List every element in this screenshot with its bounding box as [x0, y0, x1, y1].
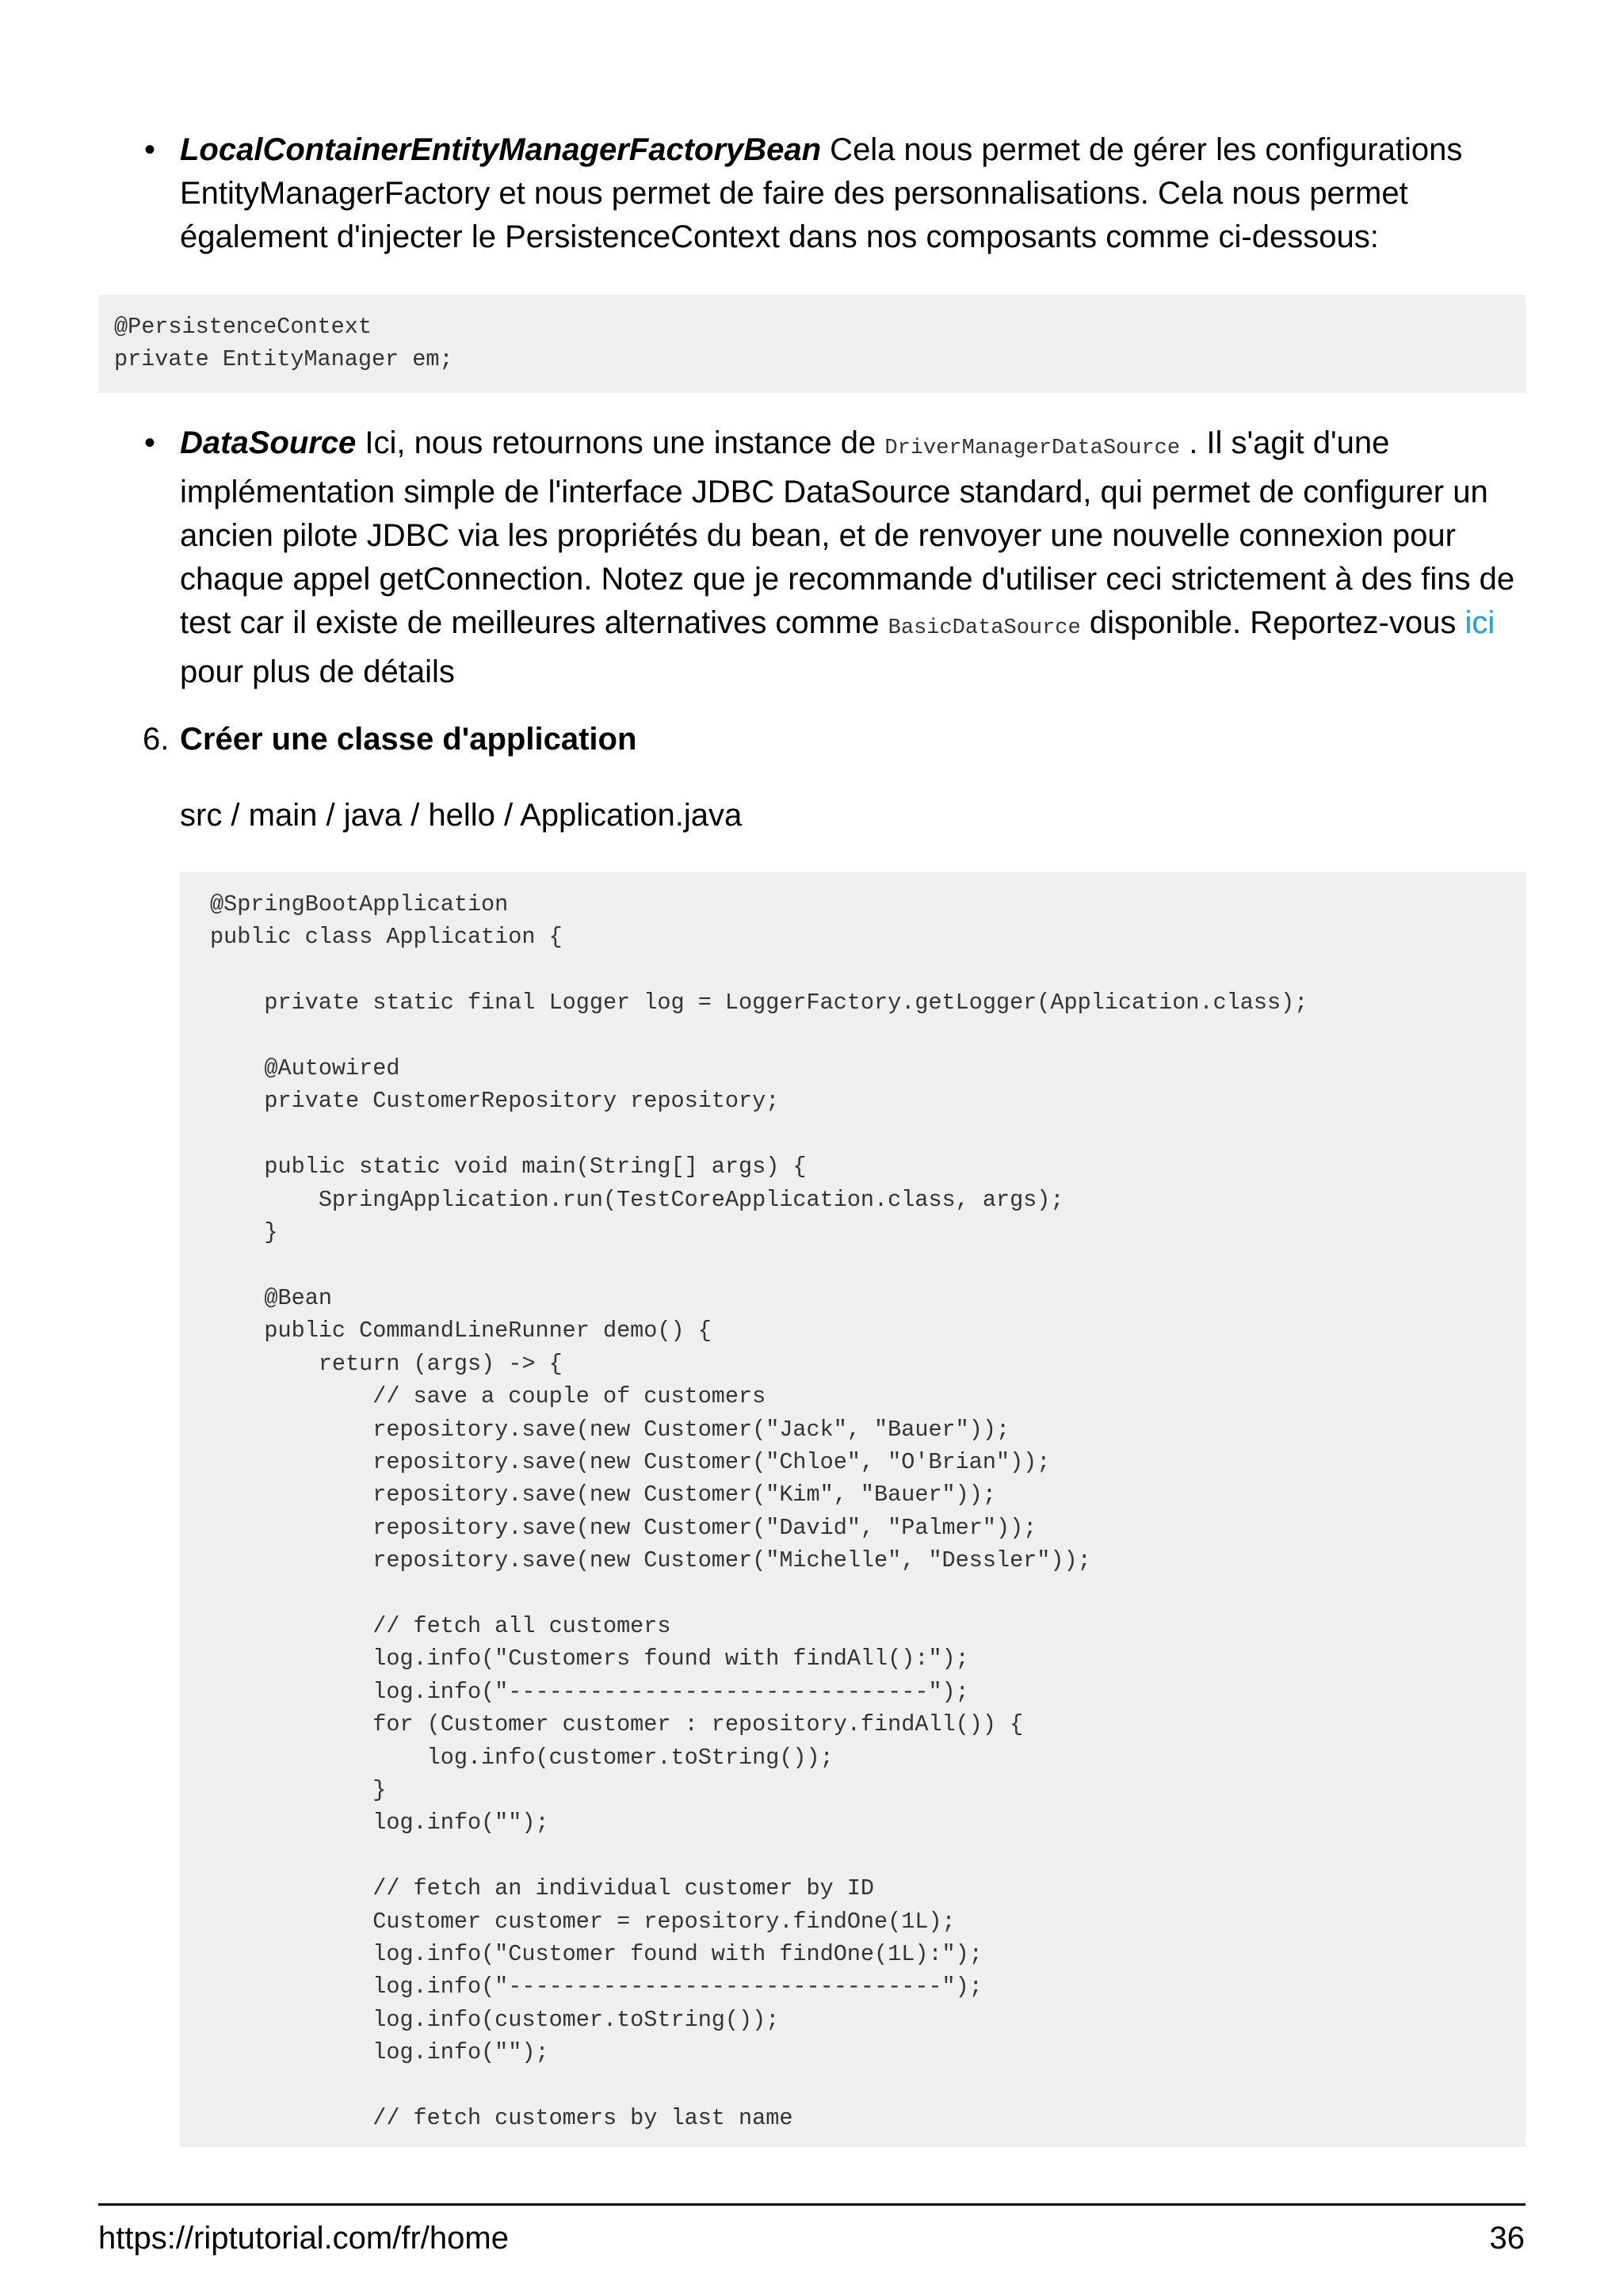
bullet-dot: • [144, 132, 156, 167]
code-block-persistence-context: @PersistenceContext private EntityManager em; [98, 295, 1526, 393]
file-path: src / main / java / hello / Application.java [180, 798, 743, 833]
bullet-datasource [144, 421, 1527, 694]
bullet-text: . Il s'agit d'une implémentation simple de l'interface JDBC DataSource standard, qui permet de configurer un ancien pilote JDBC via les propriétés du bean, et de renvoyer une nouvelle connexion pour chaque appel getConnection. Notez que je recommande d'utiliser ceci strictement à des fins de test car il existe de meilleures alternatives comme [180, 425, 1515, 640]
footer-divider [98, 2203, 1526, 2206]
details-link[interactable]: ici [1465, 605, 1495, 640]
page-number: 36 [1489, 2221, 1525, 2256]
footer-url: https://riptutorial.com/fr/home [98, 2221, 509, 2256]
bullet-term: LocalContainerEntityManagerFactoryBean [180, 132, 822, 167]
step-number: 6. [143, 722, 170, 757]
code-block-application: @SpringBootApplication public class Application { private static final Logger log = LoggerFactory.getLogger(Application.class); @Autowired private CustomerRepository repository; public static void main(String[] args) { SpringApplication.run(TestCoreApplication.class, args); } @Bean public CommandLineRunner demo() { return (args) -> { // save a couple of customers repository.save(new Customer("Jack", "Bauer")); repository.save(new Customer("Chloe", "O'Brian")); repository.save(new Customer("Kim", "Bauer")); repository.save(new Customer("David", "Palmer")); repository.save(new Customer("Michelle", "Dessler")); // fetch all customers log.info("Customers found with findAll():"); log.info("-------------------------------"); for (Customer customer : repository.findAll()) { log.info(customer.toString()); } log.info(""); // fetch an individual customer by ID Customer customer = repository.findOne(1L); log.info("Customer found with findOne(1L):"); log.info("--------------------------------"); log.info(customer.toString()); log.info(""); // fetch customers by last name [180, 872, 1526, 2147]
bullet-term: DataSource [180, 425, 357, 460]
bullet-text: disponible. Reportez-vous [1080, 605, 1465, 640]
inline-code: DriverManagerDataSource [884, 437, 1181, 460]
inline-code: BasicDataSource [888, 616, 1081, 640]
bullet-text: Cela nous permet de gérer les configurations EntityManagerFactory et nous permet de faire des personnalisations. Cela nous permet également d'injecter le PersistenceContext dans nos composants comme ci-dessous: [180, 132, 1463, 254]
bullet-text: pour plus de détails [180, 654, 455, 689]
bullet-entity-manager-factory [144, 128, 1527, 259]
bullet-text: Ici, nous retournons une instance de [356, 425, 885, 460]
step-title: Créer une classe d'application [180, 722, 637, 757]
bullet-dot: • [144, 425, 156, 460]
